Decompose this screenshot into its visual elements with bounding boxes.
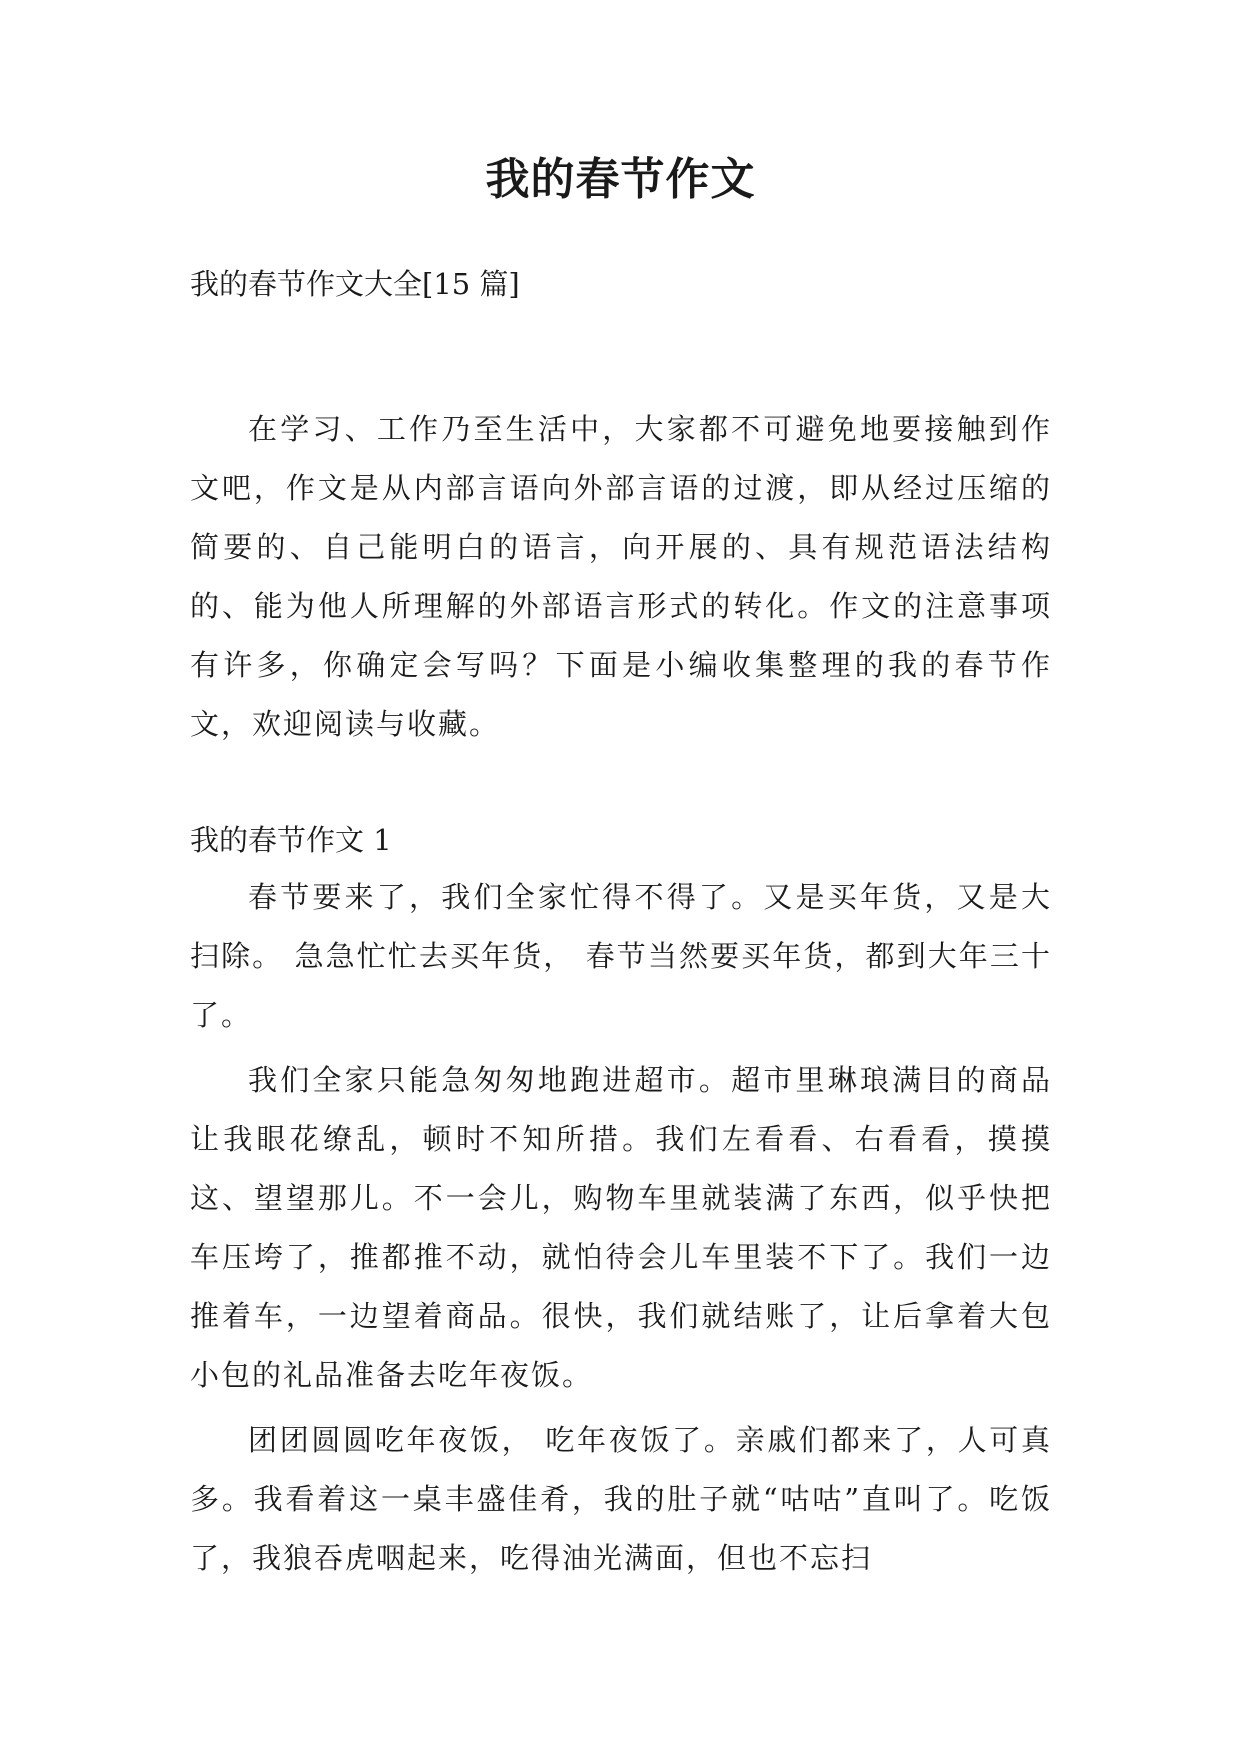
essay-paragraph: 团团圆圆吃年夜饭， 吃年夜饭了。亲戚们都来了，人可真多。我看着这一桌丰盛佳肴，我的肚子就“咕咕”直叫了。吃饭了，我狼吞虎咽起来，吃得油光满面，但也不忘扫	[190, 1423, 1052, 1575]
essay-paragraph: 春节要来了，我们全家忙得不得了。又是买年货，又是大扫除。 急急忙忙去买年货， 春节当然要买年货，都到大年三十了。	[190, 880, 1052, 1032]
intro-paragraph: 在学习、工作乃至生活中，大家都不可避免地要接触到作文吧，作文是从内部言语向外部言语的过渡，即从经过压缩的简要的、自己能明白的语言，向开展的、具有规范语法结构的、能为他人所理解的外部语言形式的转化。作文的注意事项有许多，你确定会写吗？下面是小编收集整理的我的春节作文，欢迎阅读与收藏。	[190, 412, 1052, 741]
essay-body	[190, 868, 1052, 1594]
section-heading: 我的春节作文 1	[190, 823, 392, 857]
document-subtitle: 我的春节作文大全[15 篇]	[190, 267, 520, 301]
essay-paragraph: 我们全家只能急匆匆地跑进超市。超市里琳琅满目的商品让我眼花缭乱，顿时不知所措。我们左看看、右看看，摸摸这、望望那儿。不一会儿，购物车里就装满了东西，似乎快把车压垮了，推都推不动，就怕待会儿车里装不下了。我们一边推着车，一边望着商品。很快，我们就结账了，让后拿着大包小包的礼品准备去吃年夜饭。	[190, 1063, 1052, 1392]
intro-block	[190, 400, 1052, 754]
document-title: 我的春节作文	[485, 154, 756, 205]
